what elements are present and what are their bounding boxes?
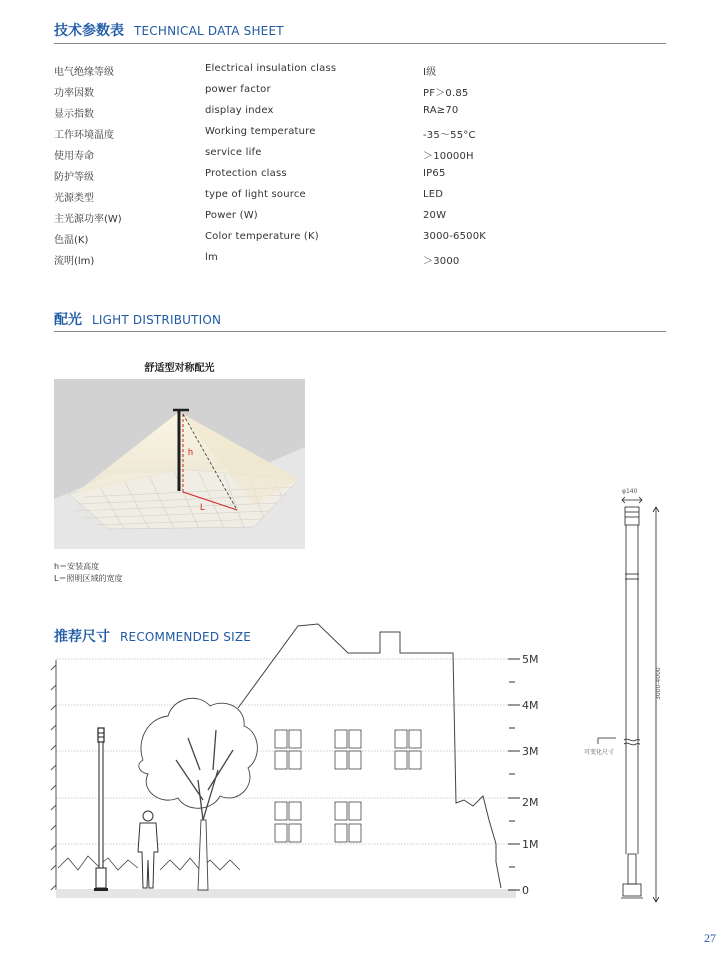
legend-h: h＝安装高度 [54,562,100,571]
light-divider [54,331,666,332]
spec-label-cn: 主光源功率(W) [54,214,122,225]
scale-label-4m: 4M [522,699,539,712]
spec-row [54,252,614,273]
size-title-cn: 推荐尺寸 [54,629,110,645]
l-marker: L [200,502,206,512]
spec-value: 20W [423,210,447,221]
spec-value: ＞10000H [423,151,474,162]
light-title-en: LIGHT DISTRIBUTION [92,313,222,327]
spec-label-cn: 工作环境温度 [54,130,114,141]
technical-title-cn: 技术参数表 [54,23,124,39]
spec-value: 3000-6500K [423,231,487,242]
scale-label-0: 0 [522,884,529,897]
legend-l: L＝照明区域的宽度 [54,574,123,583]
technical-section-title [54,20,284,40]
ground-strip [56,889,516,898]
diameter-label: φ140 [622,488,638,495]
spec-label-en: service life [205,147,262,158]
spec-value: LED [423,189,444,200]
wall-hatch [51,660,56,890]
scale-label-3m: 3M [522,745,539,758]
scale-label-5m: 5M [522,653,539,666]
scale-label-1m: 1M [522,838,539,851]
light-distribution-illustration [54,379,305,549]
spec-label-en: power factor [205,84,271,95]
spec-label-en: Color temperature (K) [205,231,319,242]
spec-value: I级 [423,67,437,78]
spec-row [54,231,614,252]
house-windows [275,730,421,842]
spec-label-cn: 光源类型 [54,193,94,204]
spec-row [54,189,614,210]
spec-label-en: Electrical insulation class [205,63,337,74]
spec-label-cn: 功率因数 [54,88,94,99]
technical-divider [54,43,666,44]
tree-icon [139,698,258,890]
spec-label-en: display index [205,105,274,116]
spec-value: RA≥70 [423,105,459,116]
pole-dimension-drawing [580,494,680,910]
spec-row [54,63,614,84]
technical-title-en: TECHNICAL DATA SHEET [134,24,284,38]
spec-label-cn: 使用寿命 [54,151,94,162]
spec-label-cn: 色温(K) [54,235,89,246]
scale-label-2m: 2M [522,796,539,809]
spec-label-cn: 流明(lm) [54,256,95,267]
spec-label-cn: 电气绝缘等级 [54,67,114,78]
size-title-en: RECOMMENDED SIZE [120,630,252,644]
spec-row [54,84,614,105]
light-section-title [54,309,221,329]
variable-size-note: 可变化尺寸 [584,749,615,756]
recommended-size-scene [48,620,528,910]
small-lamp-pole-icon [94,728,108,891]
spec-label-en: type of light source [205,189,306,200]
spec-label-en: Protection class [205,168,287,179]
spec-value: -35～55°C [423,130,476,141]
spec-row [54,126,614,147]
light-title-cn: 配光 [54,312,82,328]
distribution-caption: 舒适型对称配光 [144,363,215,374]
spec-row [54,168,614,189]
spec-value: PF＞0.85 [423,88,469,99]
height-scale [508,659,520,890]
spec-value: ＞3000 [423,256,460,267]
h-marker: h [188,447,194,457]
spec-label-cn: 防护等级 [54,172,94,183]
spec-row [54,147,614,168]
spec-label-en: Power (W) [205,210,258,221]
spec-row [54,105,614,126]
page-number: 27 [704,931,716,945]
height-range-label: 3000-4000 [655,667,662,700]
person-icon [138,811,158,888]
spec-label-cn: 显示指数 [54,109,94,120]
spec-value: IP65 [423,168,446,179]
spec-row [54,210,614,231]
spec-label-en: lm [205,252,218,263]
spec-label-en: Working temperature [205,126,316,137]
